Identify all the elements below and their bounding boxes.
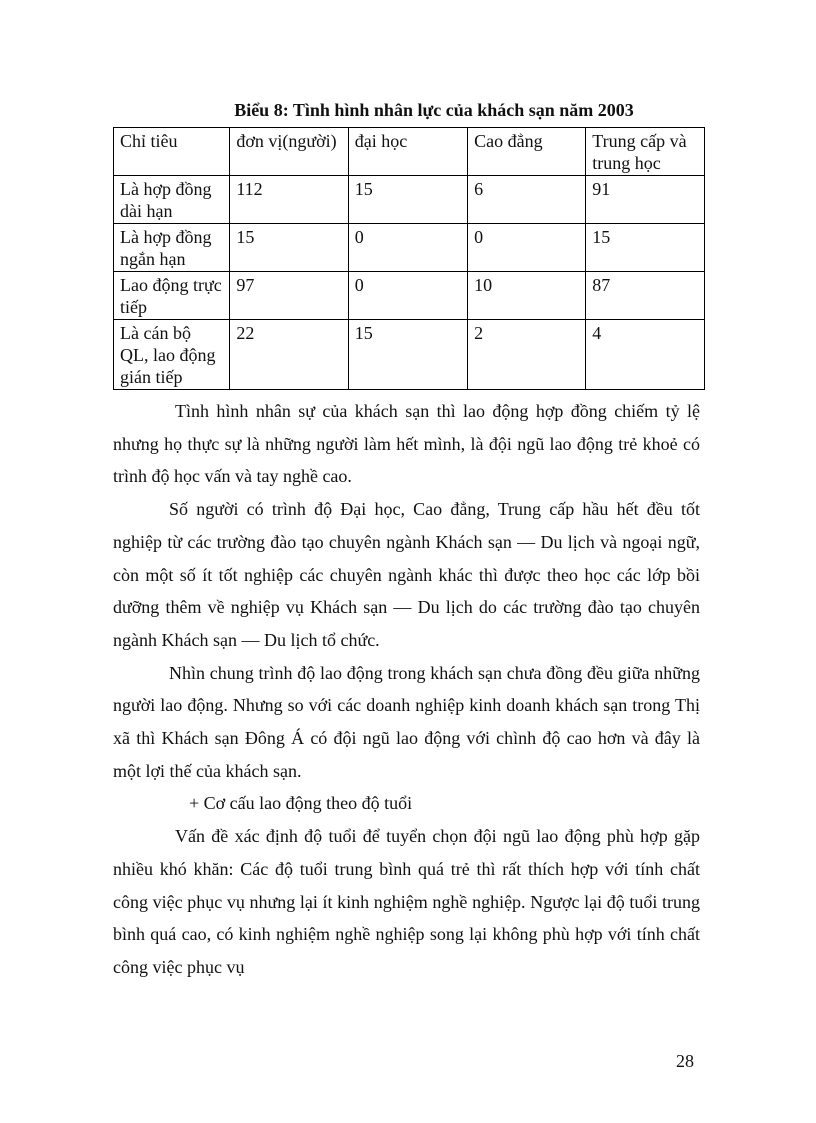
body-text [113,395,700,984]
table-header-row [114,128,705,176]
table-cell: 0 [468,224,586,272]
header-cell-unit: đơn vị(người) [230,128,348,176]
staff-table [113,127,705,390]
table-cell: 91 [586,176,705,224]
section-bullet: + Cơ cấu lao động theo độ tuổi [189,793,413,814]
table-cell: 112 [230,176,348,224]
table-cell: Là hợp đồng dài hạn [114,176,230,224]
header-cell-university: đại học [348,128,467,176]
table-cell: Lao động trực tiếp [114,272,230,320]
paragraph: Tình hình nhân sự của khách sạn thì lao động hợp đồng chiếm tỷ lệ nhưng họ thực sự là những người làm hết mình, là đội ngũ lao động trẻ khoẻ có trình độ học vấn và tay nghề cao. [113,401,700,487]
paragraph: Nhìn chung trình độ lao động trong khách sạn chưa đồng đều giữa những người lao động. Nhưng so với các doanh nghiệp kinh doanh khách sạn trong Thị xã thì Khách sạn Đông Á có đội ngũ lao động với chình độ cao hơn và đây là một lợi thế của khách sạn. [113,662,700,781]
table-cell: 15 [348,176,467,224]
page-number: 28 [676,1051,694,1071]
table-cell: 0 [348,224,467,272]
table-row [114,176,705,224]
table-cell: Là hợp đồng ngắn hạn [114,224,230,272]
paragraph: Số người có trình độ Đại học, Cao đẳng, Trung cấp hầu hết đều tốt nghiệp từ các trường đào tạo chuyên ngành Khách sạn — Du lịch và ngoại ngữ, còn một số ít tốt nghiệp các chuyên ngành khác thì được theo học các lớp bồi dưỡng thêm về nghiệp vụ Khách sạn — Du lịch do các trường đào tạo chuyên ngành Khách sạn — Du lịch tổ chức. [113,499,700,650]
table-cell: 2 [468,320,586,390]
table-cell: 10 [468,272,586,320]
header-cell-vocational: Trung cấp và trung học [586,128,705,176]
table-cell: 97 [230,272,348,320]
table-cell: 15 [348,320,467,390]
table-cell: 6 [468,176,586,224]
table-cell: 15 [230,224,348,272]
header-cell-college: Cao đẳng [468,128,586,176]
table-cell: 4 [586,320,705,390]
table-cell: 0 [348,272,467,320]
table-cell: 87 [586,272,705,320]
table-caption: Biểu 8: Tình hình nhân lực của khách sạn năm 2003 [234,100,634,120]
table-row [114,320,705,390]
table-cell: Là cán bộ QL, lao động gián tiếp [114,320,230,390]
table-cell: 22 [230,320,348,390]
table-row [114,272,705,320]
header-cell-criteria: Chỉ tiêu [114,128,230,176]
table-cell: 15 [586,224,705,272]
table-row [114,224,705,272]
paragraph: Vấn đề xác định độ tuổi để tuyển chọn đội ngũ lao động phù hợp gặp nhiều khó khăn: Các độ tuổi trung bình quá trẻ thì rất thích hợp với tính chất công việc phục vụ nhưng lại ít kinh nghiệm nghề nghiệp. Ngược lại độ tuổi trung bình quá cao, có kinh nghiệm nghề nghiệp song lại không phù hợp với tính chất công việc phục vụ [113,826,700,977]
